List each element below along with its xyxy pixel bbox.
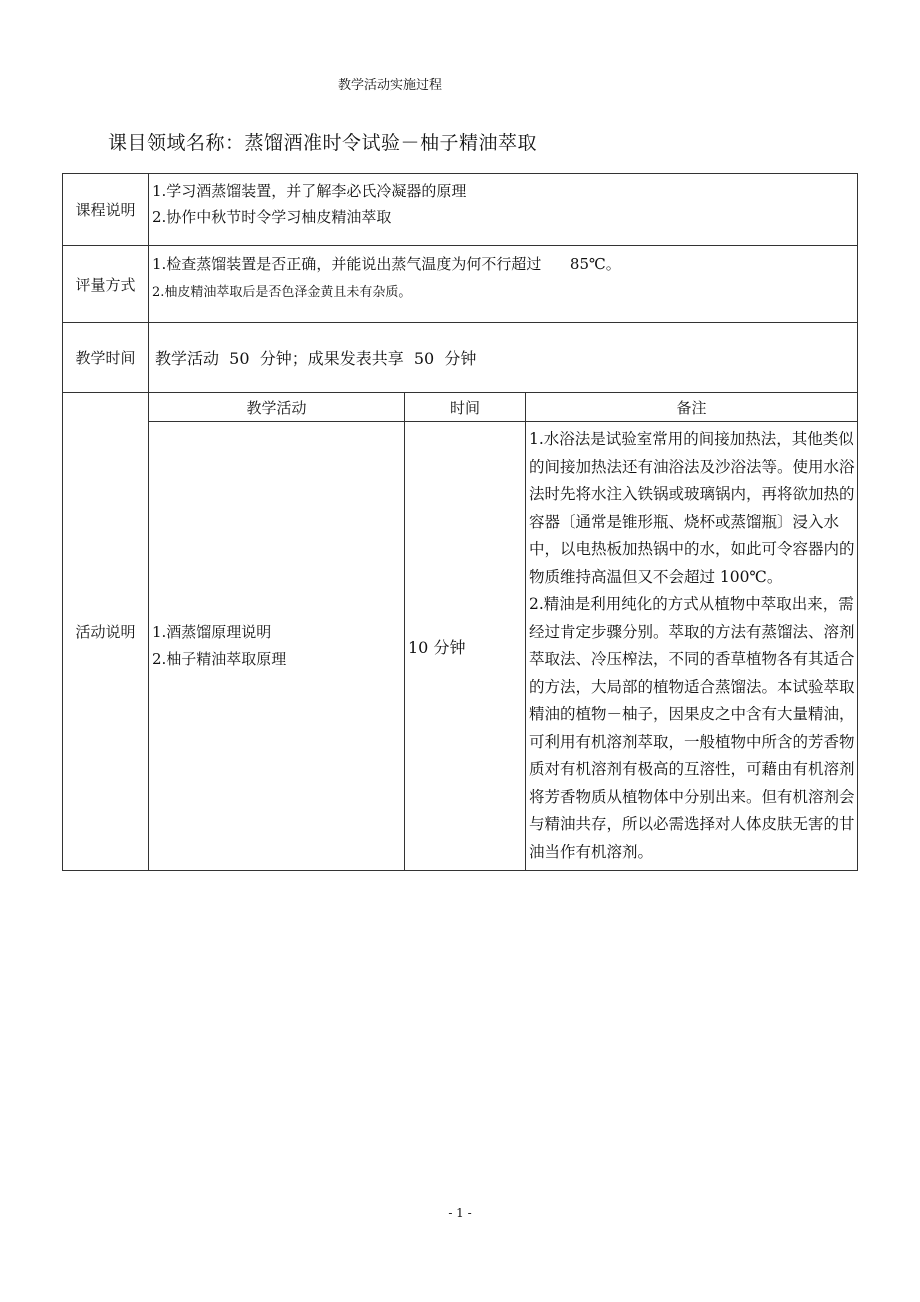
column-header-activity: 教学活动 [149, 393, 405, 422]
teaching-time-value: 教学活动 50 分钟；成果发表共享 50 分钟 [149, 323, 858, 393]
evaluation-content [149, 246, 858, 323]
evaluation-row [63, 246, 858, 323]
evaluation-line: 2.柚皮精油萃取后是否色泽金黄且未有杂质。 [152, 285, 412, 300]
evaluation-label: 评量方式 [63, 246, 149, 323]
document-header: 教学活动实施过程 [338, 78, 443, 93]
evaluation-line: 1.检查蒸馏装置是否正确，并能说出蒸气温度为何不行超过 85℃。 [152, 255, 621, 273]
activity-item: 2.柚子精油萃取原理 [152, 650, 287, 668]
activity-items [149, 422, 405, 871]
column-header-time: 时间 [405, 393, 526, 422]
activity-label: 活动说明 [63, 393, 149, 871]
course-line: 2.协作中秋节时令学习柚皮精油萃取 [152, 208, 392, 226]
activity-table-header [149, 393, 857, 422]
teaching-time-label: 教学时间 [63, 323, 149, 393]
activity-row [63, 393, 858, 871]
activity-table [149, 393, 857, 870]
column-header-notes: 备注 [526, 393, 858, 422]
note-paragraph: 2.精油是利用纯化的方式从植物中萃取出来，需经过肯定步骤分别。萃取的方法有蒸馏法、溶剂萃取法、冷压榨法，不同的香草植物各有其适合的方法，大局部的植物适合蒸馏法。本试验萃取精油的植物－柚子，因果皮之中含有大量精油，可利用有机溶剂萃取，一般植物中所含的芳香物质对有机溶剂有极高的互溶性，可藉由有机溶剂将芳香物质从植物体中分别出来。但有机溶剂会与精油共存，所以必需选择对人体皮肤无害的甘油当作有机溶剂。 [529, 595, 855, 861]
teaching-time-row [63, 323, 858, 393]
page-number: - 1 - [448, 1206, 472, 1220]
course-description-row [63, 174, 858, 246]
course-line: 1.学习酒蒸馏装置，并了解李必氏冷凝器的原理 [152, 182, 467, 200]
activity-notes [526, 422, 858, 871]
course-description-content [149, 174, 858, 246]
activity-item: 1.酒蒸馏原理说明 [152, 623, 272, 641]
lesson-plan-table [62, 173, 858, 871]
activity-table-row [149, 422, 857, 871]
page-title: 课目领域名称：蒸馏酒准时令试验－柚子精油萃取 [108, 132, 538, 154]
note-paragraph: 1.水浴法是试验室常用的间接加热法，其他类似的间接加热法还有油浴法及沙浴法等。使用水浴法时先将水注入铁锅或玻璃锅内，再将欲加热的容器〔通常是锥形瓶、烧杯或蒸馏瓶〕浸入水中，以电热板加热锅中的水，如此可令容器内的物质维持高温但又不会超过 100℃。 [529, 430, 855, 586]
course-description-label: 课程说明 [63, 174, 149, 246]
activity-duration: 10 分钟 [405, 422, 526, 871]
activity-content [149, 393, 858, 871]
